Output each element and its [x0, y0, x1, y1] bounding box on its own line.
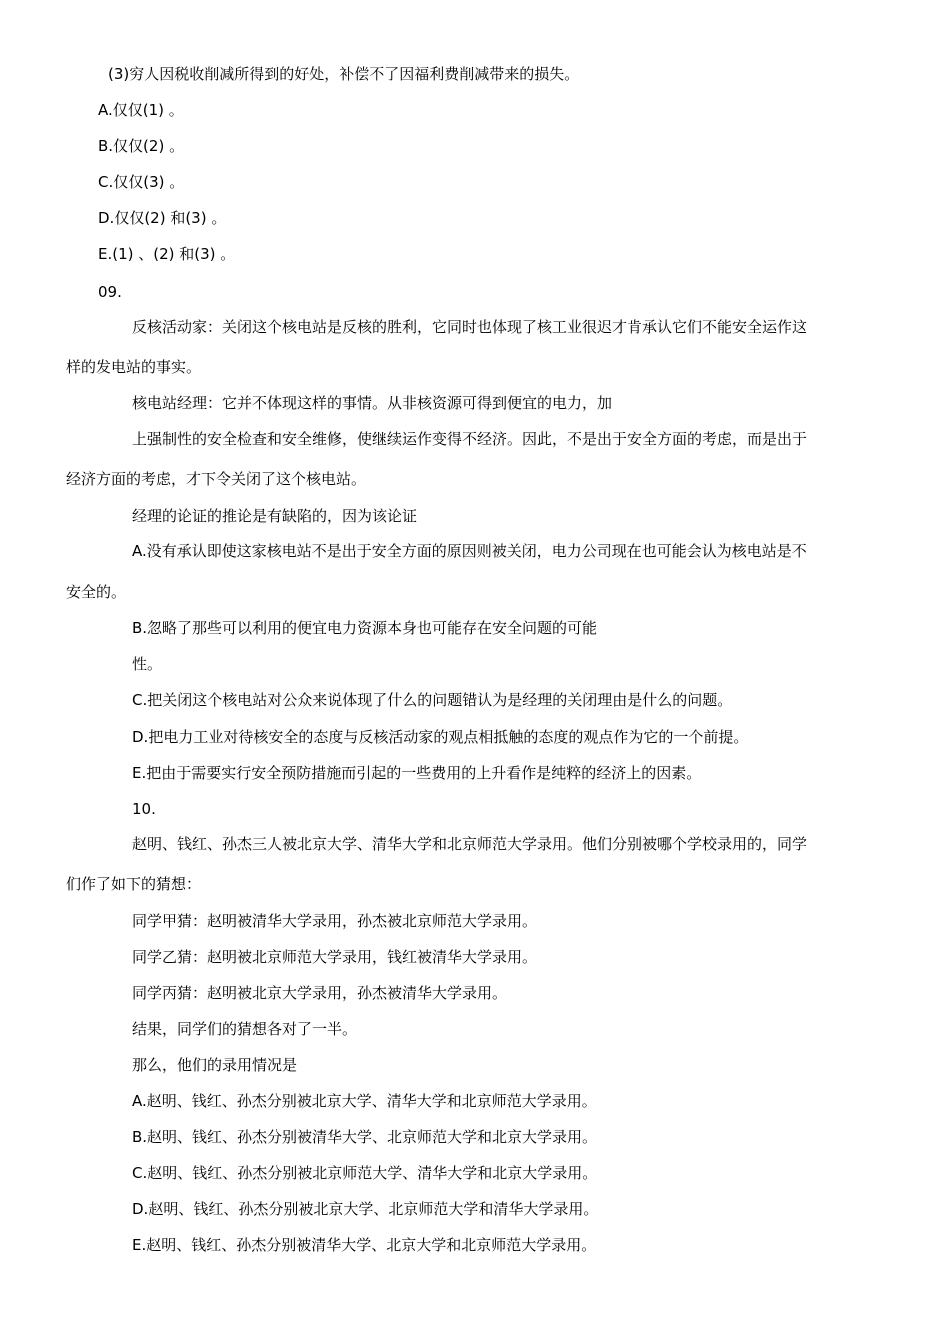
q9-question: 经理的论证的推论是有缺陷的，因为该论证: [132, 507, 418, 525]
q10-option-c: C.赵明、钱红、孙杰分别被北京师范大学、清华大学和北京大学录用。: [132, 1164, 598, 1182]
q9-number: 09.: [98, 283, 122, 301]
q9-option-c: C.把关闭这个核电站对公众来说体现了什么的问题错认为是经理的关闭理由是什么的问题。: [132, 691, 733, 709]
q10-guess-3: 同学丙猜：赵明被北京大学录用，孙杰被清华大学录用。: [132, 984, 508, 1002]
q10-option-e: E.赵明、钱红、孙杰分别被清华大学、北京大学和北京师范大学录用。: [132, 1236, 597, 1254]
q9-option-d: D.把电力工业对待核安全的态度与反核活动家的观点相抵触的态度的观点作为它的一个前提。: [132, 728, 749, 746]
q10-number: 10.: [132, 800, 156, 818]
q8-statement-3: (3)穷人因税收削减所得到的好处，补偿不了因福利费削减带来的损失。: [108, 65, 580, 83]
q10-result: 结果，同学们的猜想各对了一半。: [132, 1020, 358, 1038]
q8-option-a: A.仅仅(1) 。: [98, 101, 184, 119]
q9-manager-line-3: 经济方面的考虑，才下令关闭了这个核电站。: [66, 470, 367, 488]
q8-option-e: E.(1) 、(2) 和(3) 。: [98, 245, 236, 263]
q8-option-c: C.仅仅(3) 。: [98, 173, 185, 191]
q9-activist-line-1: 反核活动家：关闭这个核电站是反核的胜利，它同时也体现了核工业很迟才肯承认它们不能安全运作这: [132, 318, 808, 336]
q9-activist-line-2: 样的发电站的事实。: [66, 358, 202, 376]
q10-option-b: B.赵明、钱红、孙杰分别被清华大学、北京师范大学和北京大学录用。: [132, 1128, 598, 1146]
q8-option-d: D.仅仅(2) 和(3) 。: [98, 209, 227, 227]
q9-option-b-line-2: 性。: [132, 655, 163, 673]
q10-intro-line-1: 赵明、钱红、孙杰三人被北京大学、清华大学和北京师范大学录用。他们分别被哪个学校录用的，同学: [132, 835, 808, 853]
q9-option-e: E.把由于需要实行安全预防措施而引起的一些费用的上升看作是纯粹的经济上的因素。: [132, 764, 702, 782]
q10-option-d: D.赵明、钱红、孙杰分别被北京大学、北京师范大学和清华大学录用。: [132, 1200, 599, 1218]
q10-guess-2: 同学乙猜：赵明被北京师范大学录用，钱红被清华大学录用。: [132, 948, 538, 966]
q9-option-a-line-2: 安全的。: [66, 583, 127, 601]
q9-manager-line-2: 上强制性的安全检查和安全维修，使继续运作变得不经济。因此，不是出于安全方面的考虑，而是出于: [132, 430, 808, 448]
q10-intro-line-2: 们作了如下的猜想：: [66, 875, 202, 893]
q8-option-b: B.仅仅(2) 。: [98, 137, 185, 155]
q10-guess-1: 同学甲猜：赵明被清华大学录用，孙杰被北京师范大学录用。: [132, 912, 538, 930]
q10-option-a: A.赵明、钱红、孙杰分别被北京大学、清华大学和北京师范大学录用。: [132, 1092, 597, 1110]
q9-manager-line-1: 核电站经理：它并不体现这样的事情。从非核资源可得到便宜的电力，加: [132, 394, 613, 412]
q10-question: 那么，他们的录用情况是: [132, 1056, 298, 1074]
q9-option-b-line-1: B.忽略了那些可以利用的便宜电力资源本身也可能存在安全问题的可能: [132, 619, 598, 637]
q9-option-a-line-1: A.没有承认即使这家核电站不是出于安全方面的原因则被关闭，电力公司现在也可能会认为核电站是不: [132, 542, 807, 560]
